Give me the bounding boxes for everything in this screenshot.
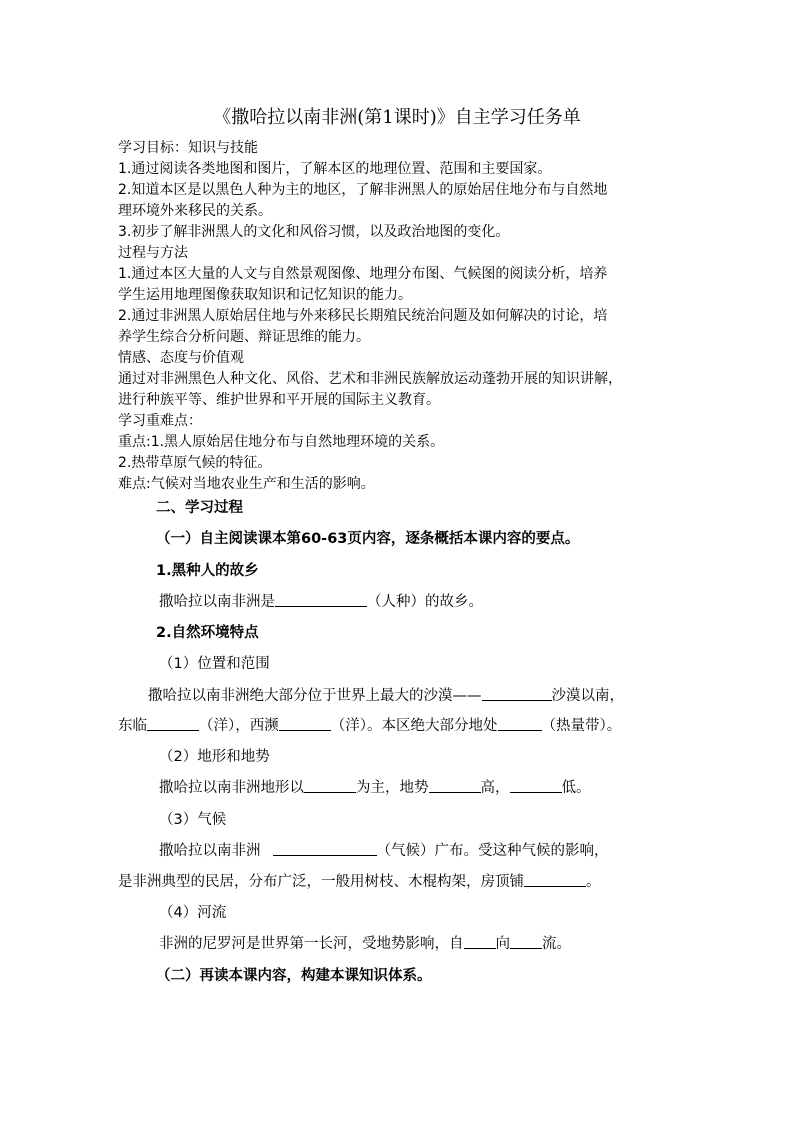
subsection-rivers: （4）河流	[159, 905, 227, 921]
answer-blank[interactable]	[464, 934, 496, 949]
question-text: 为主，地势	[356, 780, 429, 796]
fill-in-line	[159, 841, 609, 861]
answer-blank[interactable]	[429, 778, 481, 793]
answer-blank[interactable]	[498, 716, 542, 731]
objectives-heading: 学习目标：知识与技能	[118, 140, 258, 156]
key-point-line: 2.热带草原气候的特征。	[118, 455, 272, 471]
answer-blank[interactable]	[304, 778, 356, 793]
key-points-heading: 学习重难点：	[118, 413, 202, 429]
question-text: 撒哈拉以南非洲是	[159, 594, 275, 610]
values-heading: 情感、态度与价值观	[118, 350, 244, 366]
objective-line: 3.初步了解非洲黑人的文化和风俗习惯，以及政治地图的变化。	[118, 224, 510, 240]
question-text: 撒哈拉以南非洲	[159, 843, 261, 859]
fill-in-line	[118, 716, 621, 736]
answer-blank[interactable]	[275, 592, 367, 607]
question-text: 东临	[118, 718, 147, 734]
question-text: 向	[495, 936, 510, 952]
answer-blank[interactable]	[510, 934, 542, 949]
question-text: 是非洲典型的民居，分布广泛，一般用树枝、木棍构架，房顶铺	[118, 874, 524, 890]
objective-line: 2.通过非洲黑人原始居住地与外来移民长期殖民统治问题及如何解决的讨论，培	[118, 308, 608, 324]
fill-in-line	[159, 778, 591, 798]
question-text: 沙漠以南，	[551, 688, 624, 704]
subsection-location: （1）位置和范围	[159, 656, 270, 672]
part-two-heading: （二）再读本课内容，构建本课知识体系。	[156, 968, 432, 984]
objective-line: 学生运用地理图像获取知识和记忆知识的能力。	[118, 287, 412, 303]
section-1-title: 1.黑种人的故乡	[156, 563, 259, 579]
objective-line: 进行种族平等、维护世界和平开展的国际主义教育。	[118, 392, 440, 408]
learning-objectives	[118, 138, 678, 495]
objective-line: 1.通过阅读各类地图和图片，了解本区的地理位置、范围和主要国家。	[118, 161, 552, 177]
objective-line: 养学生综合分析问题、辩证思维的能力。	[118, 329, 370, 345]
document-title: 《撒哈拉以南非洲(第1课时)》自主学习任务单	[213, 107, 581, 128]
question-text: 。	[586, 874, 601, 890]
question-text: 撒哈拉以南非洲地形以	[159, 780, 304, 796]
objective-line: 通过对非洲黑色人种文化、风俗、艺术和非洲民族解放运动蓬勃开展的知识讲解，	[118, 371, 622, 387]
fill-in-line	[118, 872, 601, 892]
question-text: 非洲的尼罗河是世界第一长河，受地势影响，自	[159, 936, 464, 952]
section-2-title: 2.自然环境特点	[156, 625, 259, 641]
answer-blank[interactable]	[510, 778, 562, 793]
answer-blank[interactable]	[147, 716, 199, 731]
difficulty-line: 难点:气候对当地农业生产和生活的影响。	[118, 476, 375, 492]
objective-line: 2.知道本区是以黑色人种为主的地区，了解非洲黑人的原始居住地分布与自然地	[118, 182, 608, 198]
question-text: （洋），西濒	[199, 718, 279, 734]
answer-blank[interactable]	[273, 841, 377, 856]
fill-in-line	[159, 934, 571, 954]
fill-in-line	[159, 592, 483, 612]
question-text: 撒哈拉以南非洲绝大部分位于世界上最大的沙漠——	[148, 688, 482, 704]
question-text: 流。	[542, 936, 571, 952]
process-method-heading: 过程与方法	[118, 245, 188, 261]
answer-blank[interactable]	[524, 872, 586, 887]
subsection-terrain: （2）地形和地势	[159, 749, 270, 765]
question-text: 高，	[480, 780, 510, 796]
question-text: （气候）广布。受这种气候的影响，	[376, 843, 609, 859]
key-point-line: 重点:1.黑人原始居住地分布与自然地理环境的关系。	[118, 434, 445, 450]
question-text: （热量带）。	[541, 718, 622, 734]
fill-in-line	[148, 686, 624, 706]
answer-blank[interactable]	[482, 686, 552, 701]
question-text: 低。	[561, 780, 591, 796]
objective-line: 1.通过本区大量的人文与自然景观图像、地理分布图、气候图的阅读分析，培养	[118, 266, 608, 282]
part-one-heading: （一）自主阅读课本第60-63页内容，逐条概括本课内容的要点。	[156, 531, 580, 547]
objective-line: 理环境外来移民的关系。	[118, 203, 272, 219]
question-text: （洋）。本区绝大部分地处	[330, 718, 498, 734]
learning-process-heading: 二、学习过程	[156, 500, 243, 516]
subsection-climate: （3）气候	[159, 812, 227, 828]
question-text: （人种）的故乡。	[367, 594, 483, 610]
answer-blank[interactable]	[279, 716, 331, 731]
